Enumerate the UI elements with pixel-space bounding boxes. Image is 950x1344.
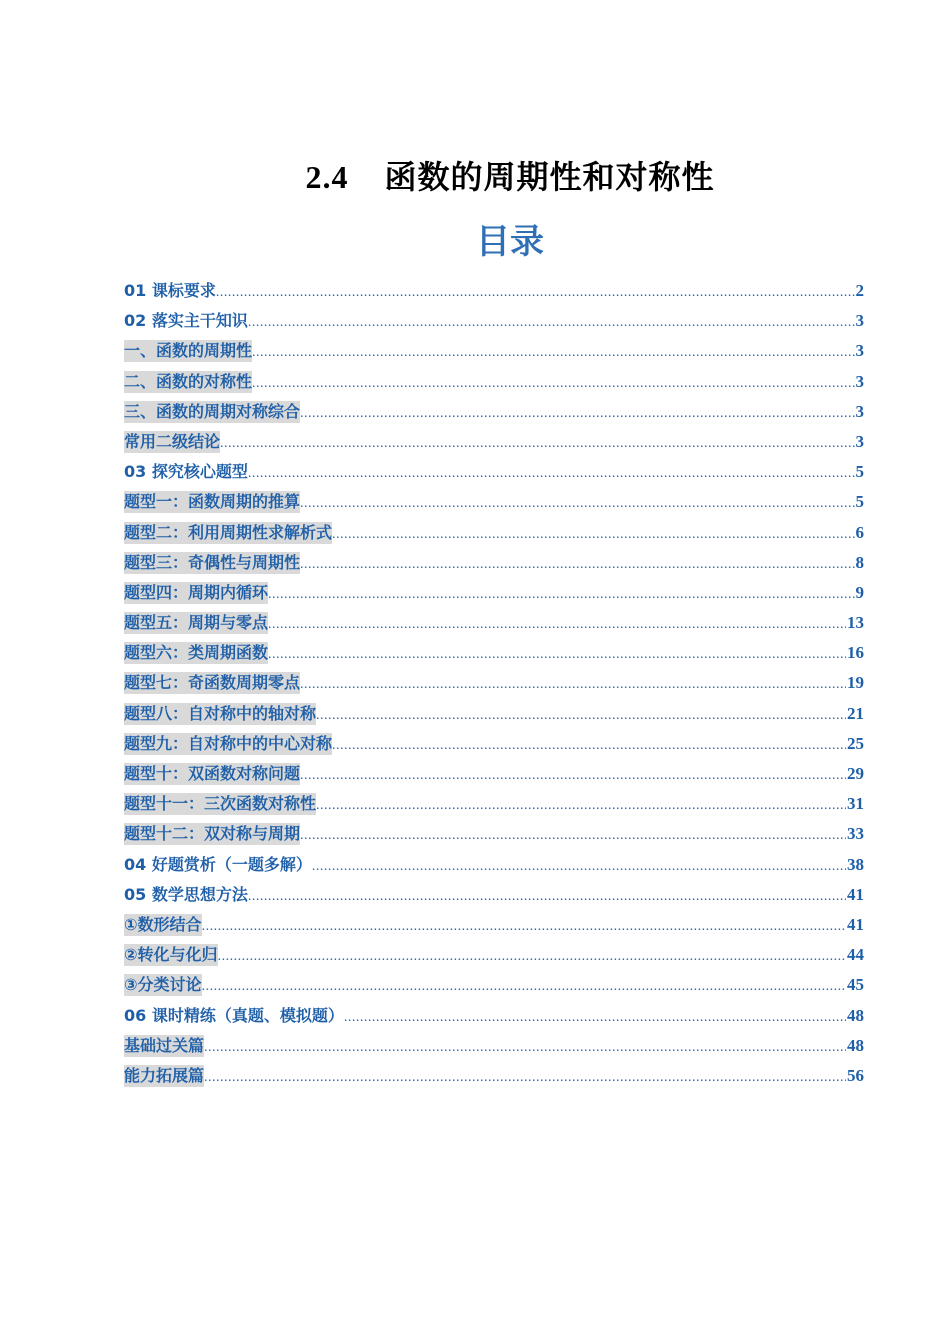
- toc-entry-label[interactable]: ②转化与化归: [124, 945, 218, 965]
- toc-entry[interactable]: [124, 612, 864, 642]
- toc-entry-page-number[interactable]: 25: [847, 733, 864, 753]
- toc-entry[interactable]: [124, 854, 864, 884]
- toc-entry-page-number[interactable]: 48: [847, 1035, 864, 1055]
- toc-entry-label[interactable]: 02 落实主干知识: [124, 311, 248, 331]
- toc-dot-leader: [202, 916, 846, 938]
- toc-entry[interactable]: [124, 431, 864, 461]
- toc-dot-leader: [300, 403, 854, 425]
- toc-entry-label[interactable]: 题型十二：双对称与周期: [124, 824, 301, 844]
- toc-entry-label[interactable]: 03 探究核心题型: [124, 462, 248, 482]
- toc-dot-leader: [300, 765, 846, 787]
- toc-entry-page-number[interactable]: 3: [855, 341, 864, 361]
- toc-entry-label[interactable]: 题型九：自对称中的中心对称: [124, 733, 333, 753]
- toc-dot-leader: [252, 342, 854, 364]
- toc-entry-page-number[interactable]: 5: [855, 492, 864, 512]
- toc-entry-label[interactable]: 题型二：利用周期性求解析式: [124, 522, 333, 542]
- toc-dot-leader: [252, 373, 854, 395]
- toc-entry[interactable]: [124, 672, 864, 702]
- toc-entry[interactable]: [124, 280, 864, 310]
- toc-entry-page-number[interactable]: 19: [847, 673, 864, 693]
- toc-dot-leader: [312, 856, 846, 878]
- toc-entry-label[interactable]: ③分类讨论: [124, 975, 202, 995]
- toc-entry-label[interactable]: 一、函数的周期性: [124, 341, 253, 361]
- toc-dot-leader: [248, 463, 855, 485]
- toc-entry[interactable]: [124, 582, 864, 612]
- toc-entry-page-number[interactable]: 5: [855, 462, 864, 482]
- toc-dot-leader: [332, 735, 846, 757]
- toc-entry[interactable]: [124, 522, 864, 552]
- toc-entry-page-number[interactable]: 44: [847, 945, 864, 965]
- toc-entry-label[interactable]: ①数形结合: [124, 914, 202, 934]
- toc-entry[interactable]: [124, 552, 864, 582]
- table-of-contents: [124, 280, 864, 1095]
- toc-entry-label[interactable]: 01 课标要求: [124, 281, 216, 300]
- toc-entry[interactable]: [124, 340, 864, 370]
- toc-entry-label[interactable]: 常用二级结论: [124, 431, 221, 451]
- toc-entry[interactable]: [124, 974, 864, 1004]
- toc-entry-page-number[interactable]: 2: [855, 281, 864, 300]
- toc-entry-label[interactable]: 能力拓展篇: [124, 1065, 205, 1085]
- toc-entry-label[interactable]: 题型八：自对称中的轴对称: [124, 703, 317, 723]
- toc-entry-page-number[interactable]: 48: [847, 1005, 864, 1025]
- toc-entry[interactable]: [124, 703, 864, 733]
- toc-entry-page-number[interactable]: 56: [847, 1065, 864, 1085]
- toc-entry-page-number[interactable]: 3: [855, 371, 864, 391]
- toc-dot-leader: [300, 554, 854, 576]
- toc-entry-page-number[interactable]: 45: [847, 975, 864, 995]
- toc-dot-leader: [268, 644, 846, 666]
- toc-entry-page-number[interactable]: 8: [855, 552, 864, 572]
- toc-entry-page-number[interactable]: 16: [847, 643, 864, 663]
- toc-entry-page-number[interactable]: 29: [847, 764, 864, 783]
- toc-dot-leader: [248, 886, 846, 908]
- toc-dot-leader: [204, 1037, 846, 1059]
- toc-entry[interactable]: [124, 914, 864, 944]
- toc-entry[interactable]: [124, 461, 864, 491]
- toc-entry[interactable]: [124, 371, 864, 401]
- toc-entry-page-number[interactable]: 38: [847, 854, 864, 874]
- toc-entry-page-number[interactable]: 31: [847, 794, 864, 814]
- toc-entry[interactable]: [124, 763, 864, 793]
- toc-dot-leader: [300, 674, 846, 696]
- toc-entry-page-number[interactable]: 9: [855, 582, 864, 602]
- toc-entry[interactable]: [124, 310, 864, 340]
- toc-dot-leader: [332, 524, 854, 546]
- toc-entry-page-number[interactable]: 3: [855, 401, 864, 421]
- toc-dot-leader: [268, 584, 854, 606]
- toc-entry[interactable]: [124, 944, 864, 974]
- toc-entry[interactable]: [124, 733, 864, 763]
- toc-entry-page-number[interactable]: 6: [855, 522, 864, 542]
- toc-dot-leader: [300, 493, 854, 515]
- toc-dot-leader: [218, 946, 846, 968]
- toc-entry-label[interactable]: 二、函数的对称性: [124, 371, 253, 391]
- toc-entry[interactable]: [124, 823, 864, 853]
- toc-dot-leader: [268, 614, 846, 636]
- toc-entry-label[interactable]: 题型五：周期与零点: [124, 613, 269, 633]
- toc-entry-page-number[interactable]: 41: [847, 884, 864, 904]
- toc-entry[interactable]: [124, 1005, 864, 1035]
- toc-entry[interactable]: [124, 642, 864, 672]
- toc-entry[interactable]: [124, 884, 864, 914]
- toc-entry-label[interactable]: 题型六：类周期函数: [124, 643, 269, 663]
- toc-entry[interactable]: [124, 793, 864, 823]
- toc-entry-label[interactable]: 题型十：双函数对称问题: [124, 764, 301, 783]
- toc-entry-label[interactable]: 题型十一：三次函数对称性: [124, 794, 317, 814]
- toc-dot-leader: [316, 795, 846, 817]
- toc-entry-label[interactable]: 题型四：周期内循环: [124, 582, 269, 602]
- toc-entry-page-number[interactable]: 3: [855, 311, 864, 331]
- toc-entry-label[interactable]: 06 课时精练（真题、模拟题）: [124, 1005, 344, 1025]
- document-title: 2.4 函数的周期性和对称性: [305, 159, 715, 195]
- toc-entry-label[interactable]: 题型七：奇函数周期零点: [124, 673, 301, 693]
- toc-dot-leader: [220, 433, 854, 455]
- toc-entry-label[interactable]: 05 数学思想方法: [124, 884, 248, 904]
- toc-entry[interactable]: [124, 1065, 864, 1095]
- toc-dot-leader: [202, 976, 846, 998]
- toc-dot-leader: [344, 1007, 846, 1029]
- toc-dot-leader: [316, 705, 846, 727]
- toc-entry[interactable]: [124, 491, 864, 521]
- toc-dot-leader: [248, 312, 855, 334]
- toc-entry-page-number[interactable]: 21: [847, 703, 864, 723]
- toc-entry-label[interactable]: 04 好题赏析（一题多解）: [124, 854, 312, 874]
- toc-entry-page-number[interactable]: 41: [847, 914, 864, 934]
- toc-entry-label[interactable]: 基础过关篇: [124, 1035, 205, 1055]
- toc-entry-page-number[interactable]: 3: [855, 431, 864, 451]
- toc-entry-page-number[interactable]: 13: [847, 613, 864, 633]
- toc-dot-leader: [204, 1067, 846, 1089]
- toc-entry-page-number[interactable]: 33: [847, 824, 864, 844]
- toc-dot-leader: [300, 825, 846, 847]
- toc-entry-label[interactable]: 题型三：奇偶性与周期性: [124, 552, 301, 572]
- toc-entry-label[interactable]: 三、函数的周期对称综合: [124, 401, 301, 421]
- toc-entry[interactable]: [124, 401, 864, 431]
- toc-heading: 目录: [476, 222, 544, 262]
- toc-entry[interactable]: [124, 1035, 864, 1065]
- toc-dot-leader: [216, 282, 855, 304]
- toc-entry-label[interactable]: 题型一：函数周期的推算: [124, 492, 301, 512]
